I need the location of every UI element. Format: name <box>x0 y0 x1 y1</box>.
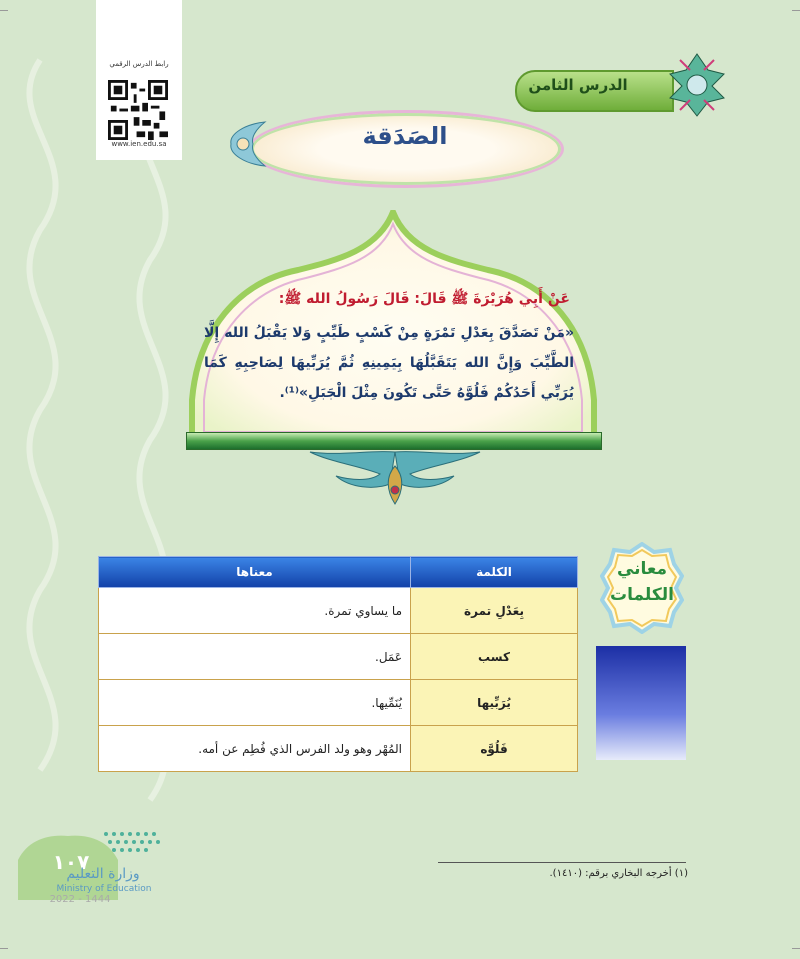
ministry-name-english: Ministry of Education <box>56 884 152 894</box>
hadith-text: «مَنْ تَصَدَّقَ بِعَدْلِ تَمْرَةٍ مِنْ كَسْبٍ طَيِّبٍ وَلا يَقْبَلُ الله إِلَّا الطَّيِّبَ وَإِنَّ الله يَتَقَبَّلُهَا بِيَمِينِهِ ثُمَّ يُرَبِّيهَا لِصَاحِبِهِ كَمَا يُرَبِّي أَحَدُكُمْ فَلُوَّهُ حَتَّى تَكُونَ مِثْلَ الْجَبَلِ»⁽¹⁾. <box>204 325 574 401</box>
blue-gradient-block <box>596 646 686 760</box>
page-number: ١٠٧ <box>52 850 90 874</box>
column-header-meaning: معناها <box>99 557 411 588</box>
footnote-divider <box>438 862 686 863</box>
title-ornament-icon <box>225 118 269 170</box>
hadith-intro: عَنْ أَبِي هُرَيْرَةَ ﷺ قَالَ: قَالَ رَسُولُ الله ﷺ: <box>278 291 570 307</box>
table-row <box>99 634 578 680</box>
table-row <box>99 726 578 772</box>
word-cell: بِعَدْلِ تمرة <box>411 588 578 634</box>
meaning-cell: عَمَل. <box>99 634 411 680</box>
ministry-logo-icon <box>100 828 166 860</box>
vocabulary-table <box>98 556 578 772</box>
word-cell: كسب <box>411 634 578 680</box>
table-row <box>99 680 578 726</box>
badge-line-1: معاني <box>616 559 668 579</box>
floral-ornament-icon <box>300 446 490 508</box>
crop-mark <box>792 948 800 949</box>
word-cell: فَلُوَّه <box>411 726 578 772</box>
edition-year: 2022 - 1444 <box>49 894 111 905</box>
word-meanings-title <box>603 556 681 608</box>
meaning-cell: ما يساوي تمرة. <box>99 588 411 634</box>
footnote: (١) أخرجه البخاري برقم: (١٤١٠). <box>549 868 688 879</box>
corner-ornament-icon <box>668 52 726 118</box>
table-row <box>99 588 578 634</box>
column-header-word: الكلمة <box>411 557 578 588</box>
meaning-cell: يُنَمِّيها. <box>99 680 411 726</box>
meaning-cell: المُهْر وهو ولد الفرس الذي فُطِم عن أمه. <box>99 726 411 772</box>
crop-mark <box>792 10 800 11</box>
word-cell: يُرَبِّيها <box>411 680 578 726</box>
qr-url: www.ien.edu.sa <box>111 140 167 148</box>
qr-code[interactable] <box>108 80 168 140</box>
badge-line-2: الكلمات <box>610 585 674 605</box>
lesson-title: الصَدَقة <box>362 122 448 150</box>
ministry-name-arabic: وزارة التعليم <box>66 866 140 882</box>
qr-label: رابط الدرس الرقمي <box>109 60 169 68</box>
lesson-number: الدرس الثامن <box>528 76 628 94</box>
